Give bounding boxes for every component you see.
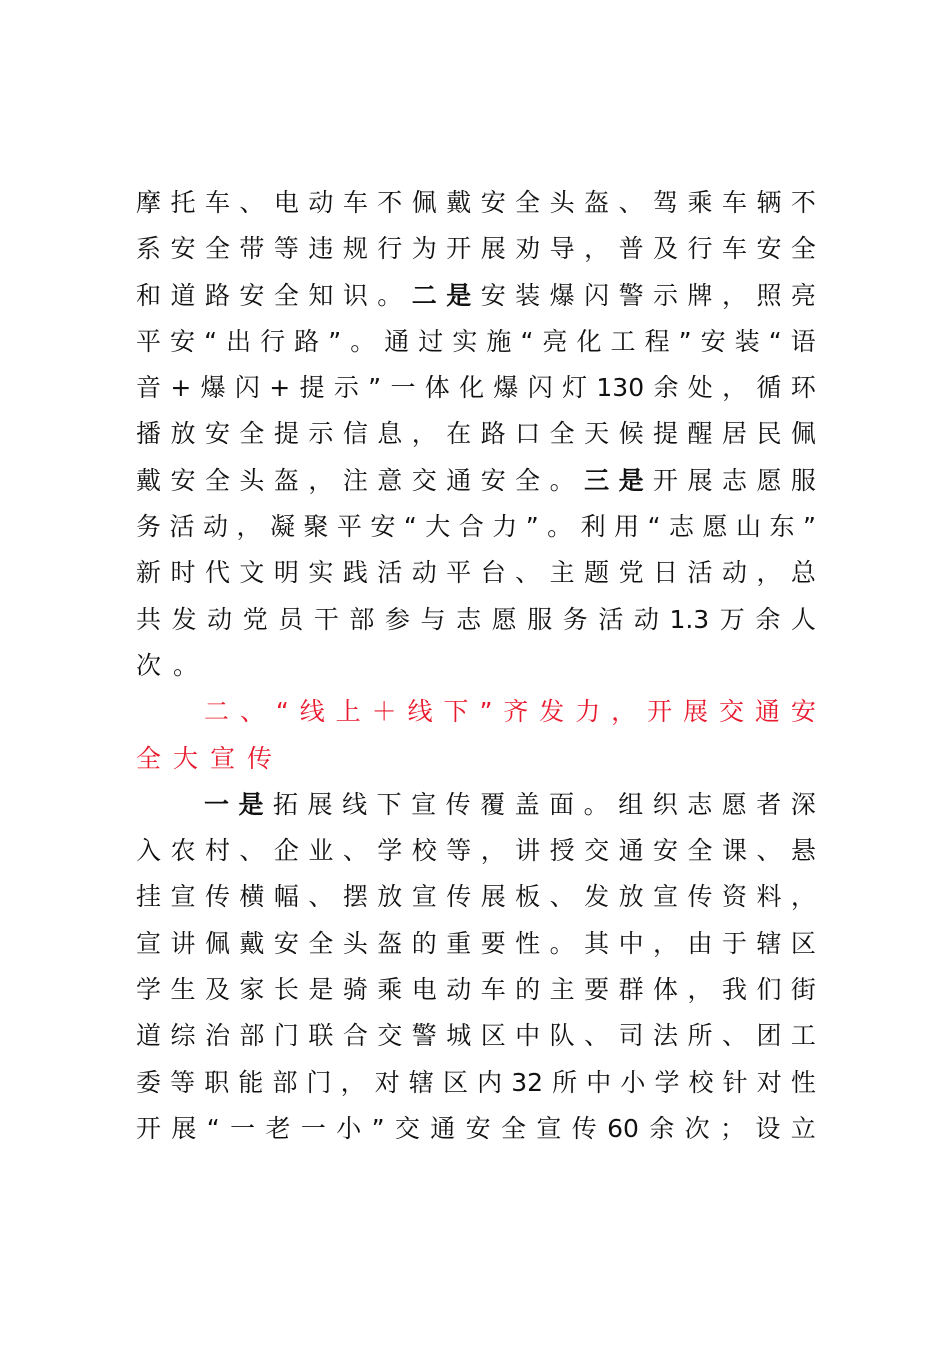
text-line: 全 大 宣 传	[136, 743, 273, 773]
text-line: 和 道 路 安 全 知 识 。 二 是 安 装 爆 闪 警 示 牌 ， 照 亮	[136, 280, 816, 310]
text-line: 学 生 及 家 长 是 骑 乘 电 动 车 的 主 要 群 体 ， 我 们 街	[136, 975, 816, 1005]
text-line: 宣 讲 佩 戴 安 全 头 盔 的 重 要 性 。 其 中 ， 由 于 辖 区	[136, 928, 816, 958]
text-line: 挂 宣 传 横 幅 、 摆 放 宣 传 展 板 、 发 放 宣 传 资 料 ，	[136, 882, 816, 912]
text-line: 道 综 治 部 门 联 合 交 警 城 区 中 队 、 司 法 所 、 团 工	[136, 1021, 816, 1051]
text-line: 音 + 爆 闪 + 提 示 ” 一 体 化 爆 闪 灯 130 余 处 ， 循 环	[136, 373, 816, 403]
text-line: 新 时 代 文 明 实 践 活 动 平 台 、 主 题 党 日 活 动 ， 总	[136, 558, 816, 588]
text-line: 系 安 全 带 等 违 规 行 为 开 展 劝 导 ， 普 及 行 车 安 全	[136, 234, 816, 264]
text-line: 戴 安 全 头 盔 ， 注 意 交 通 安 全 。 三 是 开 展 志 愿 服	[136, 465, 816, 495]
text-line: 入 农 村 、 企 业 、 学 校 等 ， 讲 授 交 通 安 全 课 、 悬	[136, 836, 816, 866]
text-line: 二 、 “ 线 上 ＋ 线 下 ” 齐 发 力 ， 开 展 交 通 安	[204, 697, 816, 727]
body-paragraph-2	[136, 782, 816, 1152]
text-line: 播 放 安 全 提 示 信 息 ， 在 路 口 全 天 候 提 醒 居 民 佩	[136, 419, 816, 449]
text-line: 平 安 “ 出 行 路 ” 。 通 过 实 施 “ 亮 化 工 程 ” 安 装 “ 语	[136, 326, 816, 356]
text-line: 一 是 拓 展 线 下 宣 传 覆 盖 面 。 组 织 志 愿 者 深	[204, 789, 816, 819]
document-page	[136, 180, 816, 1152]
text-line: 开 展 “ 一 老 一 小 ” 交 通 安 全 宣 传 60 余 次 ； 设 立	[136, 1113, 816, 1143]
text-line: 务 活 动 ， 凝 聚 平 安 “ 大 合 力 ” 。 利 用 “ 志 愿 山 东 ”	[136, 512, 816, 542]
text-line: 共 发 动 党 员 干 部 参 与 志 愿 服 务 活 动 1.3 万 余 人	[136, 604, 816, 634]
body-paragraph-1	[136, 180, 816, 689]
text-line: 次 。	[136, 650, 199, 680]
text-line: 摩 托 车 、 电 动 车 不 佩 戴 安 全 头 盔 、 驾 乘 车 辆 不	[136, 188, 816, 217]
section-heading-2	[136, 689, 816, 782]
text-line: 委 等 职 能 部 门 ， 对 辖 区 内 32 所 中 小 学 校 针 对 性	[136, 1067, 816, 1097]
